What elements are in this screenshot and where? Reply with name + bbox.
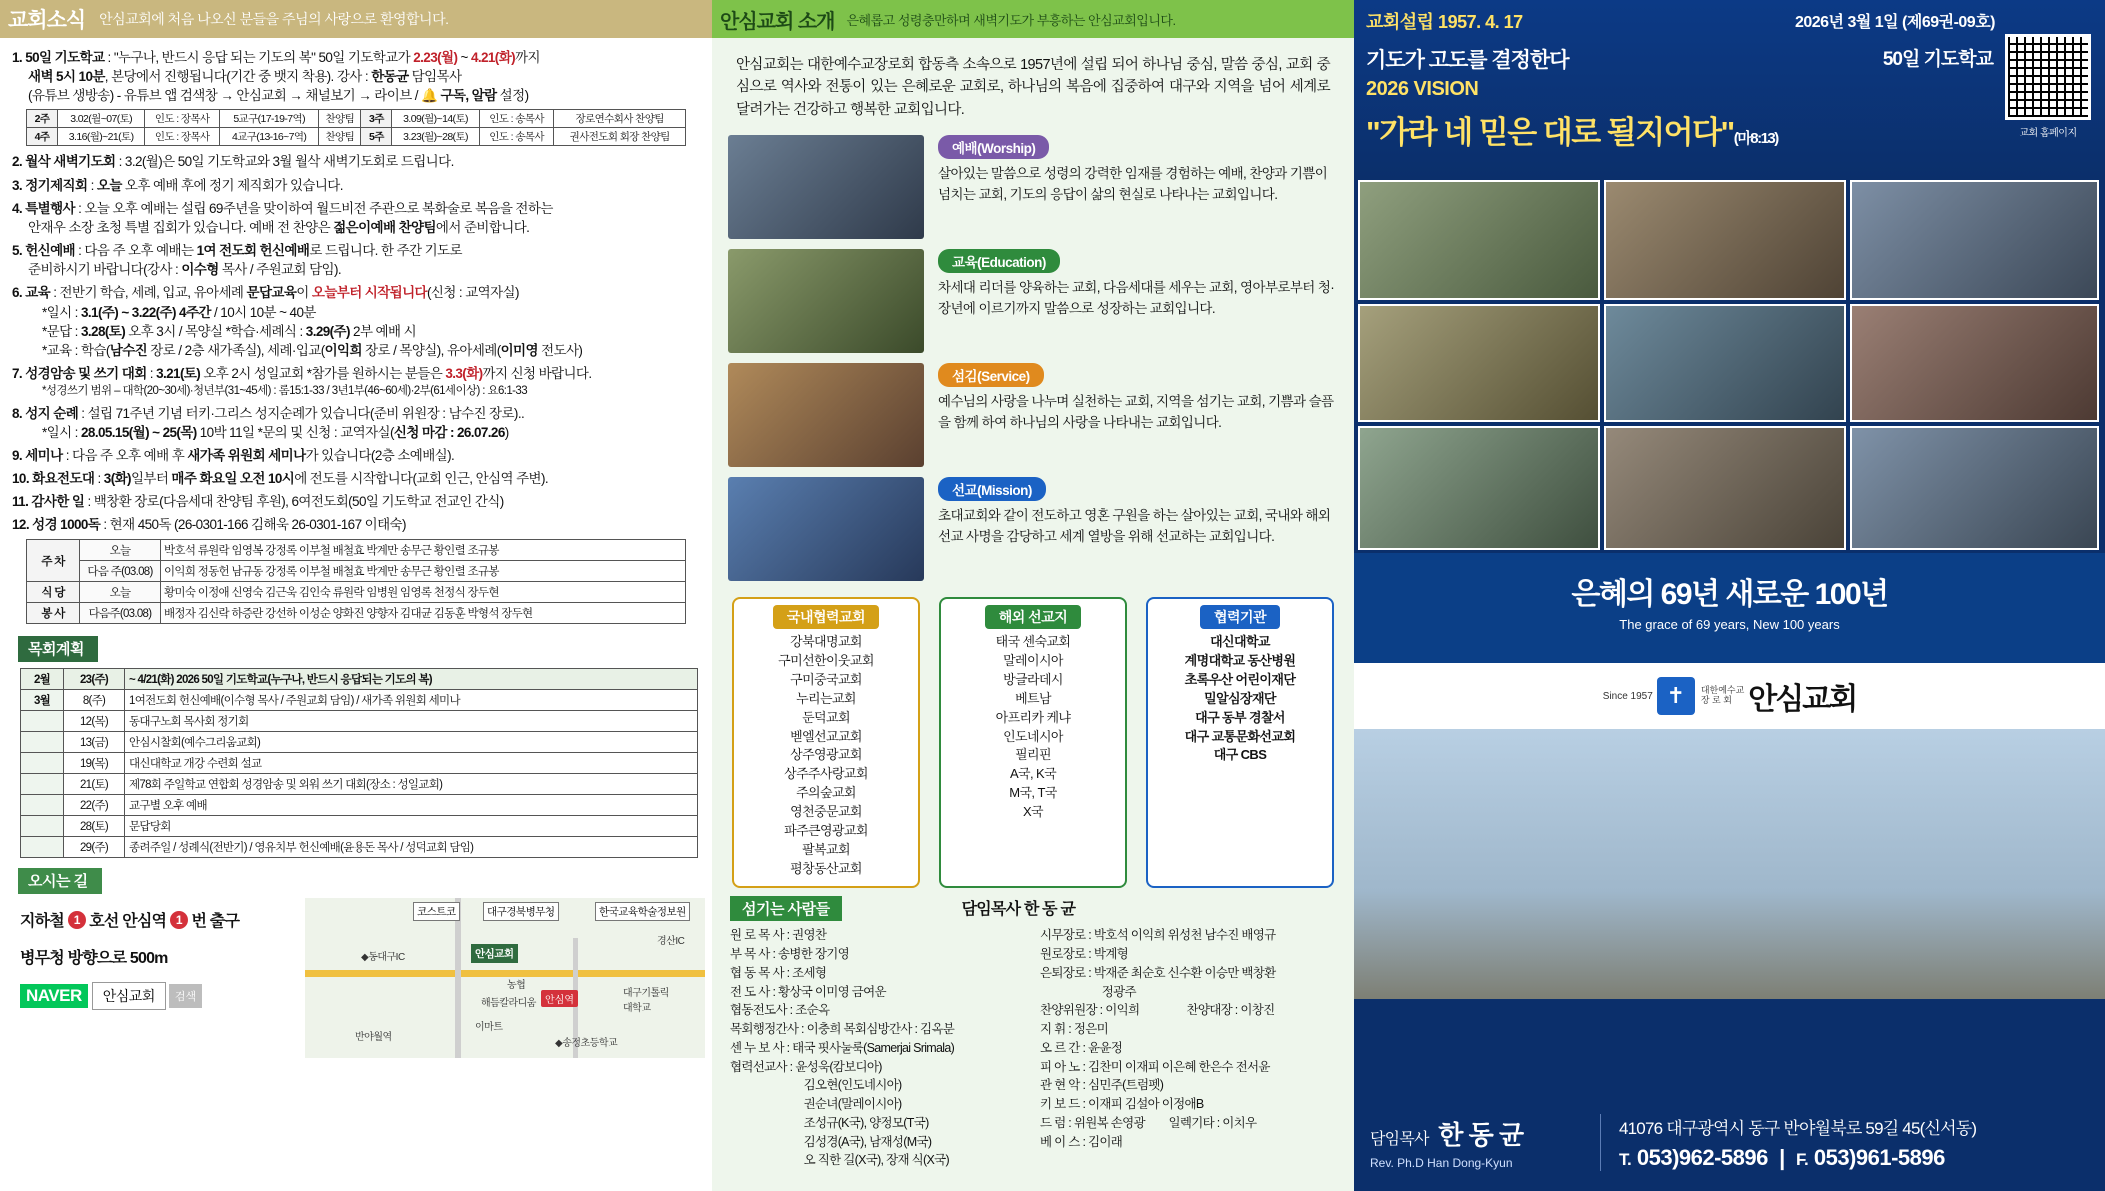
photo-congregation-2 [1604, 180, 1846, 300]
servant-row: 정광주 [1040, 984, 1136, 999]
education-desc: 차세대 리더를 양육하는 교회, 다음세대를 세우는 교회, 영아부로부터 청·장년에 이르기까지 말씀으로 성장하는 교회입니다. [938, 280, 1335, 316]
education-tag: 교육(Education) [938, 249, 1060, 273]
map-label-haedam: 해듬칼라디움 [481, 998, 536, 1010]
servant-row: 지 휘 : 정은미 [1040, 1022, 1108, 1037]
pastor-name-en: Rev. Ph.D Han Dong-Kyun [1370, 1155, 1513, 1170]
map-road-main [305, 970, 705, 977]
table-row: 다음 주(03.08) 이익희 정동헌 남규동 강정록 이부철 배철효 박계만 송무근 황인렬 조규봉 [27, 561, 686, 582]
map-road-vertical [455, 898, 461, 1058]
servant-row: 협동전도사 : 조순옥 [730, 1003, 830, 1018]
table-row: 12(목) 동대구노회 목사회 정기회 [21, 711, 698, 732]
naver-search-button[interactable]: 검색 [169, 984, 202, 1008]
servant-row: 협 동 목 사 : 조세형 [730, 965, 827, 980]
servant-row: 피 아 노 : 김찬미 이재피 이은혜 한은수 전서윤 [1040, 1059, 1270, 1074]
news-item: 4. 특별행사 : 오늘 오후 예배는 설립 69주년을 맞이하여 월드비전 주관으로 복화술로 복음을 전하는 안재우 소장 초청 특별 집회가 있습니다. 예배 전 찬양은 젊은이예배 찬양팀에서 준비합니다. [12, 200, 553, 235]
map-label-emart: 이마트 [475, 1022, 503, 1034]
servant-row: 김오현(인도네시아) [730, 1078, 902, 1093]
table-row: 19(목) 대신대학교 개강 수련회 설교 [21, 753, 698, 774]
map-label-banyawol: 반야월역 [355, 1032, 392, 1044]
pastor-name: 한 동 균 [1438, 1119, 1524, 1150]
table-row: 주 차 오늘 박호석 류원락 임영복 강정록 이부철 배철효 박계만 송무근 황인렬 조규봉 [27, 540, 686, 561]
partner-boxes [712, 591, 1354, 888]
news-body [0, 38, 712, 1058]
location-map[interactable] [305, 898, 705, 1058]
photo-congregation-3 [1850, 180, 2099, 300]
map-label-catholic-univ: 대구기톨릭 대학교 [623, 988, 669, 1015]
cover-header [1354, 0, 2105, 178]
servant-row: 오 직한 길(X국), 장재 식(X국) [730, 1153, 949, 1168]
servants-section [712, 888, 1354, 1170]
servant-row: 시무장로 : 박호석 이익희 위성천 남수진 배영규 [1040, 928, 1276, 943]
contact-block [1600, 1114, 2089, 1171]
servants-title: 섬기는 사람들 [730, 896, 842, 921]
map-label-songjeong-school: ◆송정초등학교 [555, 1038, 618, 1050]
cover-verse-ref: (마8:13) [1733, 130, 1778, 147]
servant-row: 관 현 악 : 심민주(트럼펫) [1040, 1078, 1164, 1093]
map-label-nonghyup: 농협 [507, 980, 526, 992]
about-intro: 안심교회는 대한예수교장로회 합동측 소속으로 1957년에 설립 되어 하나님 중심, 말씀 중심, 교회 중심으로 역사와 전통이 있는 은혜로운 교회로, 하나님의 복음에 집중하여 대구와 지역을 넘어 세계로 달려가는 건강하고 행복한 교회입니다. [736, 57, 1330, 118]
servant-row: 은퇴장로 : 박재준 최순호 신수환 이승만 백창환 [1040, 965, 1276, 980]
church-building-photo [1354, 729, 2105, 999]
partner-org-box [1146, 597, 1334, 888]
qr-code[interactable] [2005, 34, 2091, 120]
overseas-mission-list: 태국 센숙교회 말레이시아 방글라데시 베트남 아프리카 케냐 인도네시아 필리핀 A국, K국 M국, T국 X국 [995, 634, 1071, 819]
servant-row: 오 르 간 : 윤윤정 [1040, 1040, 1123, 1055]
cover-verse-text: "가라 네 믿은 대로 될지어다" [1366, 115, 1734, 150]
vision-label: 2026 VISION [1366, 78, 1479, 100]
worship-desc: 살아있는 말씀으로 성령의 강력한 임재를 경험하는 예배, 찬양과 기쁨이 넘치는 교회, 기도의 응답이 삶의 현실로 나타나는 교회입니다. [938, 166, 1328, 202]
servant-row: 원 로 목 사 : 권영찬 [730, 928, 827, 943]
domestic-partner-title: 국내협력교회 [773, 605, 879, 629]
photo-worship-1 [1604, 304, 1846, 422]
table-row: 28(토) 문답당회 [21, 816, 698, 837]
map-label-keris: 한국교육학술정보원 [595, 902, 690, 921]
directions-map-area [20, 898, 710, 1058]
table-row: 봉 사 다음주(03.08) 배정자 김신락 하증란 강선하 이성순 양화진 양향자 김대균 김동훈 박형석 장두현 [27, 603, 686, 624]
about-section [728, 249, 1338, 353]
map-label-costco: 코스트코 [413, 902, 460, 921]
overseas-mission-title: 해외 선교지 [985, 605, 1082, 629]
map-label-church: 안심교회 [471, 944, 518, 963]
column-cover [1354, 0, 2105, 1191]
about-section [728, 477, 1338, 581]
pastor-line [1370, 1115, 1600, 1152]
map-label-military: 대구경북병무청 [483, 902, 559, 921]
anniversary-title: 은혜의 69년 새로운 100년 [1571, 578, 1888, 611]
table-row: 식 당 오늘 황미숙 이정애 신영숙 김근욱 김인숙 류원락 임병원 임영록 천정식 장두현 [27, 582, 686, 603]
prayer-schedule-table [26, 109, 686, 146]
about-section [728, 135, 1338, 239]
partner-org-list: 대신대학교 계명대학교 동산병원 초록우산 어린이재단 밀알심장재단 대구 동부 경찰서 대구 교통문화선교회 대구 CBS [1184, 634, 1296, 763]
table-row: 29(주) 종려주일 / 성례식(전반기) / 영유치부 헌신예배(윤용돈 목사 / 성덕교회 담임) [21, 837, 698, 858]
news-item: 2. 월삭 새벽기도회 : 3.2(월)은 50일 기도학교와 3월 월삭 새벽기도회로 드립니다. [12, 154, 454, 170]
anniversary-banner [1354, 553, 2105, 663]
news-item: 9. 세미나 : 다음 주 오후 예배 후 새가족 위원회 세미나가 있습니다(2층 소예배실). [12, 447, 455, 463]
qr-caption: 교회 홈페이지 [2019, 128, 2077, 139]
duty-table [26, 539, 686, 624]
worship-tag: 예배(Worship) [938, 135, 1049, 159]
photo-group-1 [1604, 426, 1846, 550]
servant-row: 찬양위원장 : 이익희 찬양대장 : 이창진 [1040, 1003, 1275, 1018]
map-label-ansim-station: 안심역 [541, 990, 578, 1007]
map-label-gyeongsan-ic: 경산IC [657, 936, 685, 948]
servant-row: 김성경(A국), 남재성(M국) [730, 1134, 932, 1149]
column-about [712, 0, 1354, 1191]
news-item: 1. 50일 기도학교 : "누구나, 반드시 응답 되는 기도의 복" 50일 기도학교가 2.23(월) ~ 4.21(화)까지 새벽 5시 10분, 본당에서 진행됩니다(기간 중 뱃지 착용). 강사 : 한동균 담임목사 (유튜브 생방송) - 유튜브 앱 검색창 → 안심교회 → 채널보기 → 라이브 / 🔔 구독, 알람 설정) [12, 50, 540, 104]
since-label: Since 1957 [1602, 690, 1653, 702]
servants-left-column [730, 926, 1030, 1170]
education-photo [728, 249, 924, 353]
news-item: 5. 헌신예배 : 다음 주 오후 예배는 1여 전도회 헌신예배로 드립니다. 한 주간 기도로 준비하시기 바랍니다(강사 : 이수형 목사 / 주원교회 담임). [12, 243, 462, 278]
table-row: 4주 3.16(월)~21(토) 인도 : 장목사 4교구(13-16~7역) 찬양팀 5주 3.23(월)~28(토) 인도 : 송목사 권사전도회 회장 찬양팀 [27, 128, 686, 146]
mission-desc: 초대교회와 같이 전도하고 영혼 구원을 하는 살아있는 교회, 국내와 해외선교 사명을 감당하고 세계 열방을 위해 선교하는 교회입니다. [938, 508, 1331, 544]
directions-line-1: 지하철 1 호선 안심역 1 번 출구 [20, 913, 240, 931]
service-desc: 예수님의 사랑을 나누며 실천하는 교회, 지역을 섬기는 교회, 기쁨과 슬픔을 함께 하여 하나님의 사랑을 나타내는 교회입니다. [938, 394, 1334, 430]
domestic-partner-list: 강북대명교회 구미선한이웃교회 구미중국교회 누리는교회 둔덕교회 벧엘선교교회 상주영광교회 상주주사랑교회 주의숲교회 영천중문교회 파주큰영광교회 팔복교회 평창동산교회 [778, 634, 874, 876]
church-name: 안심교회 [1748, 683, 1857, 716]
servant-row: 부 목 사 : 송병한 장기영 [730, 947, 850, 962]
directions-line-2: 병무청 방향으로 500m [20, 950, 168, 968]
servant-row: 목회행정간사 : 이충희 목회심방간사 : 김옥분 [730, 1022, 955, 1037]
servant-row: 권순녀(말레이시아) [730, 1097, 902, 1112]
photo-prayer-school [1358, 304, 1600, 422]
about-section [728, 363, 1338, 467]
table-row: 2주 3.02(월~07(토) 인도 : 장목사 5교구(17-19-7역) 찬양팀 3주 3.09(월)~14(토) 인도 : 송목사 장로연수회사 찬양팀 [27, 110, 686, 128]
cover-verse [1366, 107, 2093, 152]
servant-row: 조성규(K국), 양정모(T국) [730, 1115, 929, 1130]
table-row: 3월 8(주) 1여전도회 헌신예배(이수형 목사 / 주원교회 담임) / 새가족 위원회 세미나 [21, 690, 698, 711]
fax-number: 053)961-5896 [1813, 1144, 1945, 1170]
cover-footer [1354, 1093, 2105, 1191]
worship-photo [728, 135, 924, 239]
plan-table [20, 668, 698, 858]
servant-row: 드 럼 : 위원복 손영광 일렉기타 : 이치우 [1040, 1115, 1257, 1130]
pastor-label: 담임목사 [1370, 1130, 1429, 1148]
servant-row: 협력선교사 : 윤성욱(캄보디아) [730, 1059, 882, 1074]
news-header [0, 0, 712, 38]
news-item: 10. 화요전도대 : 3(화)일부터 매주 화요일 오전 10시에 전도를 시작합니다(교회 인근, 안심역 주변). [12, 470, 549, 486]
about-header [712, 0, 1354, 38]
naver-search-bar[interactable] [20, 982, 300, 1010]
denomination-label: 대한예수교 장 로 회 [1700, 685, 1745, 705]
servant-row: 센 누 보 사 : 태국 핏사눌룩(Samerjai Srimala) [730, 1040, 955, 1055]
table-row: 21(토) 제78회 주일학교 연합회 성경암송 및 외워 쓰기 대회(장소 : 성일교회) [21, 774, 698, 795]
cross-icon: ✝ [1657, 677, 1695, 715]
cover-photo-grid [1354, 178, 2105, 553]
directions-section-title: 오시는 길 [18, 868, 102, 894]
domestic-partner-box [732, 597, 920, 888]
mission-photo [728, 477, 924, 581]
news-subtitle: 안심교회에 처음 나오신 분들을 주님의 사랑으로 환영합니다. [99, 11, 449, 27]
photo-congregation-1 [1358, 180, 1600, 300]
church-address: 41076 대구광역시 동구 반야월북로 59길 45(신서동) [1619, 1118, 1977, 1138]
about-sections [712, 131, 1354, 581]
directions-text [20, 908, 300, 1010]
naver-logo: NAVER [20, 984, 88, 1008]
mission-tag: 선교(Mission) [938, 477, 1046, 501]
about-subtitle: 은혜롭고 성령충만하며 새벽기도가 부흥하는 안심교회입니다. [846, 12, 1176, 28]
table-row: 2월 23(주) ~ 4/21(화) 2026 50일 기도학교(누구나, 반드시 응답되는 기도의 복) [21, 669, 698, 690]
photo-worship-2 [1850, 304, 2099, 422]
overseas-mission-box [939, 597, 1127, 888]
prayer-school-label: 50일 기도학교 [1882, 49, 1993, 70]
church-logo-row [1354, 663, 2105, 729]
founded-date: 교회설립 1957. 4. 17 [1366, 12, 1523, 32]
news-item: 11. 감사한 일 : 백창환 장로(다음세대 찬양팀 후원), 6여전도회(50일 기도학교 전교인 간식) [12, 494, 504, 510]
news-item: 8. 성지 순례 : 설립 71주년 기념 터키·그리스 성지순례가 있습니다(준비 위원장 : 남수진 장로).. *일시 : 28.05.15(월) ~ 25(목) 10박 11일 *문의 및 신청 : 교역자실(신청 마감 : 26.07.26) [12, 405, 525, 440]
servant-row: 원로장로 : 박계형 [1040, 947, 1128, 962]
exit-number-icon: 1 [170, 911, 188, 929]
plan-section-title: 목회계획 [18, 636, 98, 662]
about-title: 안심교회 소개 [720, 10, 835, 33]
cover-tagline: 기도가 고도를 결정한다 [1366, 49, 1569, 72]
news-item: 6. 교육 : 전반기 학습, 세례, 입교, 유아세례 문답교육이 오늘부터 시작됩니다(신청 : 교역자실) *일시 : 3.1(주) ~ 3.22(주) 4주간 / 10시 10분 ~ 40분 *문답 : 3.28(토) 오후 3시 / 목양실 *학습·세례식 : 3.29(주) 2부 예배 시 *교육 : 학습(남수진 장로 / 2층 새가족실), 세례·입교(이익희 장로 / 목양실), 유아세례(이미영 전도사) [12, 285, 583, 358]
senior-pastor-title: 담임목사 한 동 균 [961, 901, 1076, 919]
table-row: 13(금) 안심시찰회(예수그리움교회) [21, 732, 698, 753]
servants-right-column [1040, 926, 1340, 1170]
news-item: 7. 성경암송 및 쓰기 대회 : 3.21(토) 오후 2시 성일교회 *참가를 원하시는 분들은 3.3(화)까지 신청 바랍니다. *성경쓰기 범위 – 대학(20~30세)·청년부(31~45세) : 롬15:1-33 / 3년1부(46~60세)·2부(61세이상) : 요6:1-33 [12, 366, 592, 398]
table-row: 22(주) 교구별 오후 예배 [21, 795, 698, 816]
photo-choir [1358, 426, 1600, 550]
service-tag: 섬김(Service) [938, 363, 1044, 387]
partner-org-title: 협력기관 [1200, 605, 1280, 629]
subway-line-icon: 1 [68, 911, 86, 929]
pastor-block [1370, 1115, 1600, 1170]
anniversary-subtitle: The grace of 69 years, New 100 years [1619, 617, 1840, 632]
news-item: 12. 성경 1000독 : 현재 450독 (26-0301-166 김해욱 26-0301-167 이태숙) [12, 517, 406, 533]
church-phone-row: T. 053)962-5896 | F. 053)961-5896 [1619, 1144, 1945, 1170]
service-photo [728, 363, 924, 467]
fax-label: F. [1795, 1149, 1809, 1169]
tel-label: T. [1619, 1149, 1632, 1169]
servant-row: 전 도 사 : 황상국 이미영 금여운 [730, 984, 886, 999]
photo-group-2 [1850, 426, 2099, 550]
naver-search-input[interactable]: 안심교회 [92, 982, 166, 1010]
issue-date: 2026년 3월 1일 (제69권-09호) [1794, 14, 1995, 31]
column-news [0, 0, 712, 1191]
tel-number: 053)962-5896 [1636, 1144, 1768, 1170]
servant-row: 베 이 스 : 김이래 [1040, 1134, 1123, 1149]
news-item: 3. 정기제직회 : 오늘 오후 예배 후에 정기 제직회가 있습니다. [12, 177, 343, 193]
map-label-daegu-ic: ◆동대구IC [361, 952, 405, 964]
servant-row: 키 보 드 : 이재피 김설아 이정애B [1040, 1097, 1204, 1112]
news-title: 교회소식 [8, 9, 86, 32]
